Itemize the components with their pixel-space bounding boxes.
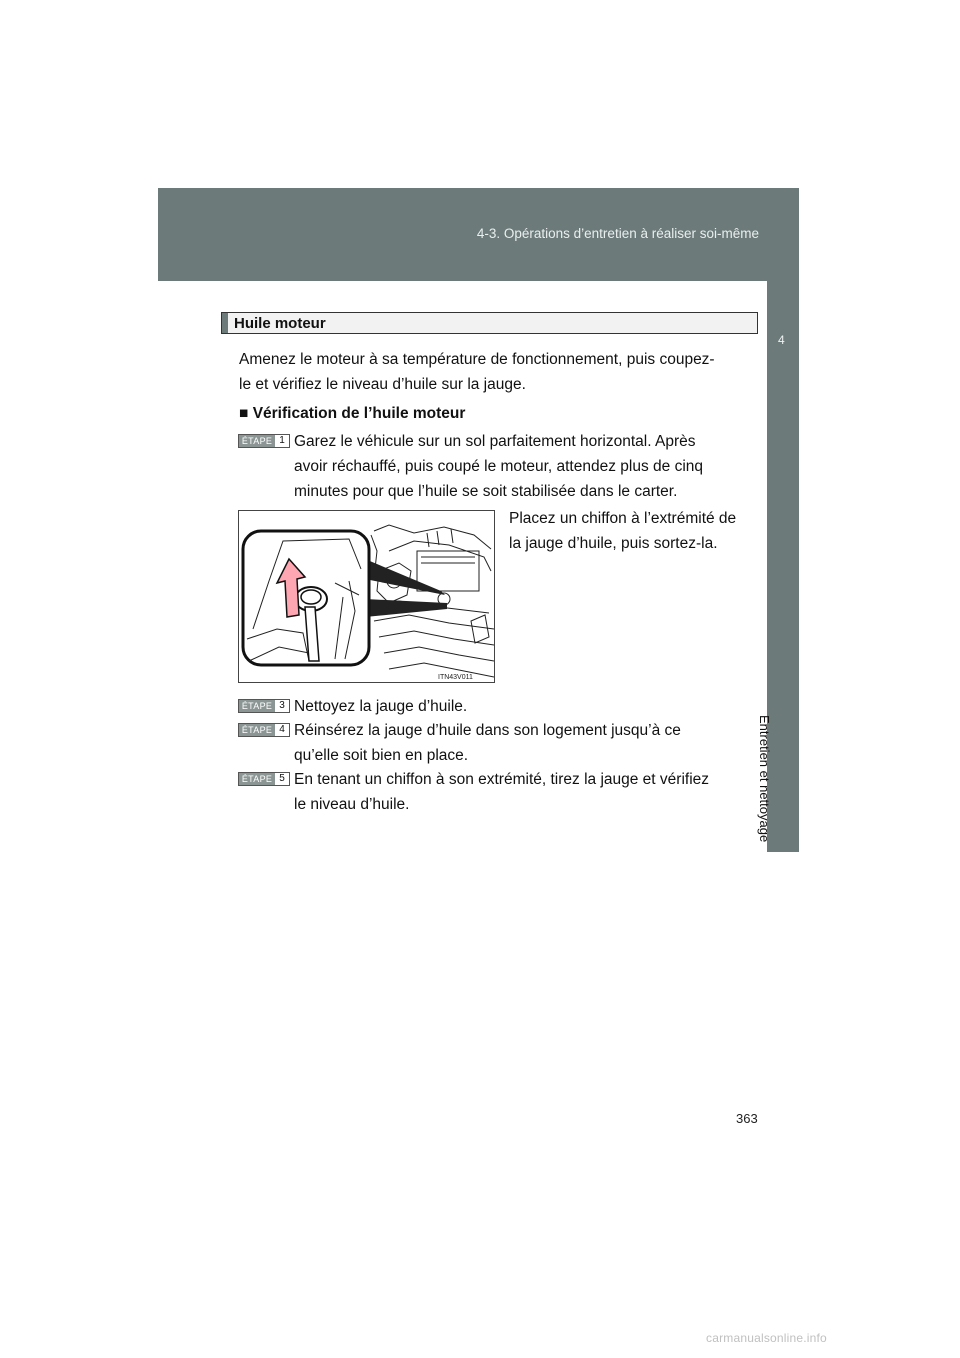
step-5-text: En tenant un chiffon à son extrémité, tirez la jauge et vérifiez le niveau d’huile.	[294, 771, 710, 813]
section-heading	[221, 312, 758, 334]
step-4-text: Réinsérez la jauge d’huile dans son logement jusqu’à ce qu’elle soit bien en place.	[294, 722, 681, 764]
intro-line-1: Amenez le moteur à sa température de fonctionnement, puis coupez-	[239, 351, 715, 368]
watermark: carmanualsonline.info	[706, 1331, 827, 1345]
callout-wedge	[365, 599, 447, 617]
step-2-text: Placez un chiffon à l’extrémité de la jauge d’huile, puis sortez-la.	[509, 510, 737, 552]
page-number: 363	[736, 1111, 758, 1126]
step-3-text: Nettoyez la jauge d’huile.	[294, 698, 468, 715]
breadcrumb: 4-3. Opérations d’entretien à réaliser soi-même	[476, 226, 759, 241]
step-1-text: Garez le véhicule sur un sol parfaitement horizontal. Après avoir réchauffé, puis coupé le moteur, attendez plus de cinq minutes pour que l’huile se soit stabilisée dans le carter.	[294, 433, 704, 500]
chapter-number: 4	[778, 333, 785, 347]
intro-line-2: le et vérifiez le niveau d’huile sur la jauge.	[239, 376, 526, 393]
engine-dipstick-illustration	[239, 511, 495, 683]
figure-code: ITN43V011	[438, 674, 473, 681]
chapter-header	[158, 188, 799, 281]
section-title: Huile moteur	[234, 315, 326, 332]
step-badge-4: ÉTAPE 4	[238, 723, 290, 737]
engine-dipstick-figure	[238, 510, 495, 683]
step-badge-3: ÉTAPE 3	[238, 699, 290, 713]
subsection-heading	[239, 405, 465, 423]
step-badge-1: ÉTAPE 1	[238, 434, 290, 448]
square-bullet-icon: ■	[239, 405, 249, 422]
section-accent	[222, 313, 228, 333]
intro-paragraph	[239, 347, 755, 397]
step-badge-5: ÉTAPE 5	[238, 772, 290, 786]
subsection-title: Vérification de l’huile moteur	[252, 405, 466, 422]
